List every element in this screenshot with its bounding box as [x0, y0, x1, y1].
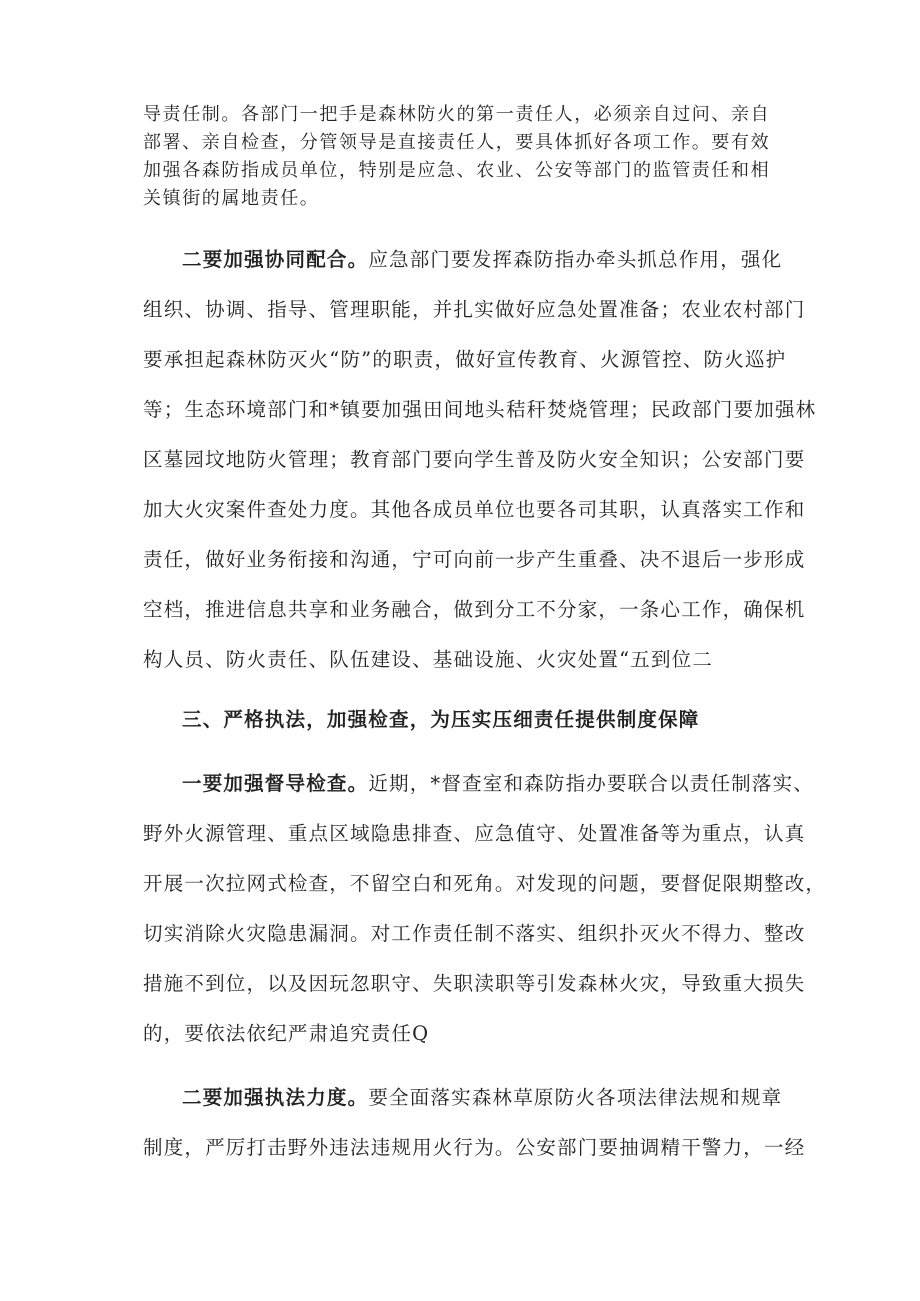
para2-line-3: 要承担起森林防灭火“防”的职责，做好宣传教育、火源管控、防火巡护 — [143, 348, 787, 371]
para2-line-5: 区墓园坟地防火管理；教育部门要向学生普及防火安全知识；公安部门要 — [143, 448, 806, 471]
para1-line-2: 部署、亲自检查，分管领导是直接责任人，要具体抓好各项工作。要有效 — [143, 132, 771, 153]
para3-line-1 — [182, 768, 814, 796]
para4-lead: 二要加强执法力度。 — [182, 1086, 369, 1109]
para3-lead: 一要加强督导检查。 — [182, 772, 369, 795]
para3-line-5: 措施不到位，以及因玩忽职守、失职渎职等引发森林火灾，导致重大损失 — [143, 972, 806, 995]
para4-line-2: 制度，严厉打击野外违法违规用火行为。公安部门要抽调精干警力，一经 — [143, 1136, 806, 1159]
para3-line-3: 开展一次拉网式检查，不留空白和死角。对发现的问题，要督促限期整改， — [143, 872, 827, 895]
para2-line-1 — [182, 244, 782, 272]
para1-line-4: 关镇街的属地责任。 — [143, 188, 320, 209]
section-heading-3: 三、严格执法，加强检查，为压实压细责任提供制度保障 — [182, 708, 700, 731]
para2-line-7: 责任，做好业务衔接和沟通，宁可向前一步产生重叠、决不退后一步形成 — [143, 548, 806, 571]
para4-line-1 — [182, 1082, 782, 1110]
para2-line-9: 构人员、防火责任、队伍建设、基础设施、火灾处置“五到位二 — [143, 648, 714, 671]
para2-lead: 二要加强协同配合。 — [182, 248, 369, 271]
para2-line-2: 组织、协调、指导、管理职能，并扎实做好应急处置准备；农业农村部门 — [143, 298, 806, 321]
para3-line-6: 的，要依法依纪严肃追究责任Q — [143, 1022, 430, 1045]
para3-first-rest: 近期，*督查室和森防指办要联合以责任制落实、 — [368, 772, 814, 795]
para1-line-1: 导责任制。各部门一把手是森林防火的第一责任人，必须亲自过问、亲自 — [143, 104, 771, 125]
para2-line-4: 等；生态环境部门和*镇要加强田间地头秸秆焚烧管理；民政部门要加强林 — [143, 398, 817, 421]
para4-first-rest: 要全面落实森林草原防火各项法律法规和规章 — [368, 1086, 783, 1109]
para2-first-rest: 应急部门要发挥森防指办牵头抓总作用，强化 — [368, 248, 783, 271]
para2-line-6: 加大火灾案件查处力度。其他各成员单位也要各司其职，认真落实工作和 — [143, 498, 806, 521]
para1-line-3: 加强各森防指成员单位，特别是应急、农业、公安等部门的监管责任和相 — [143, 160, 771, 181]
para3-line-2: 野外火源管理、重点区域隐患排查、应急值守、处置准备等为重点，认真 — [143, 822, 806, 845]
para2-line-8: 空档，推进信息共享和业务融合，做到分工不分家，一条心工作，确保机 — [143, 598, 806, 621]
para3-line-4: 切实消除火灾隐患漏洞。对工作责任制不落实、组织扑灭火不得力、整改 — [143, 922, 806, 945]
